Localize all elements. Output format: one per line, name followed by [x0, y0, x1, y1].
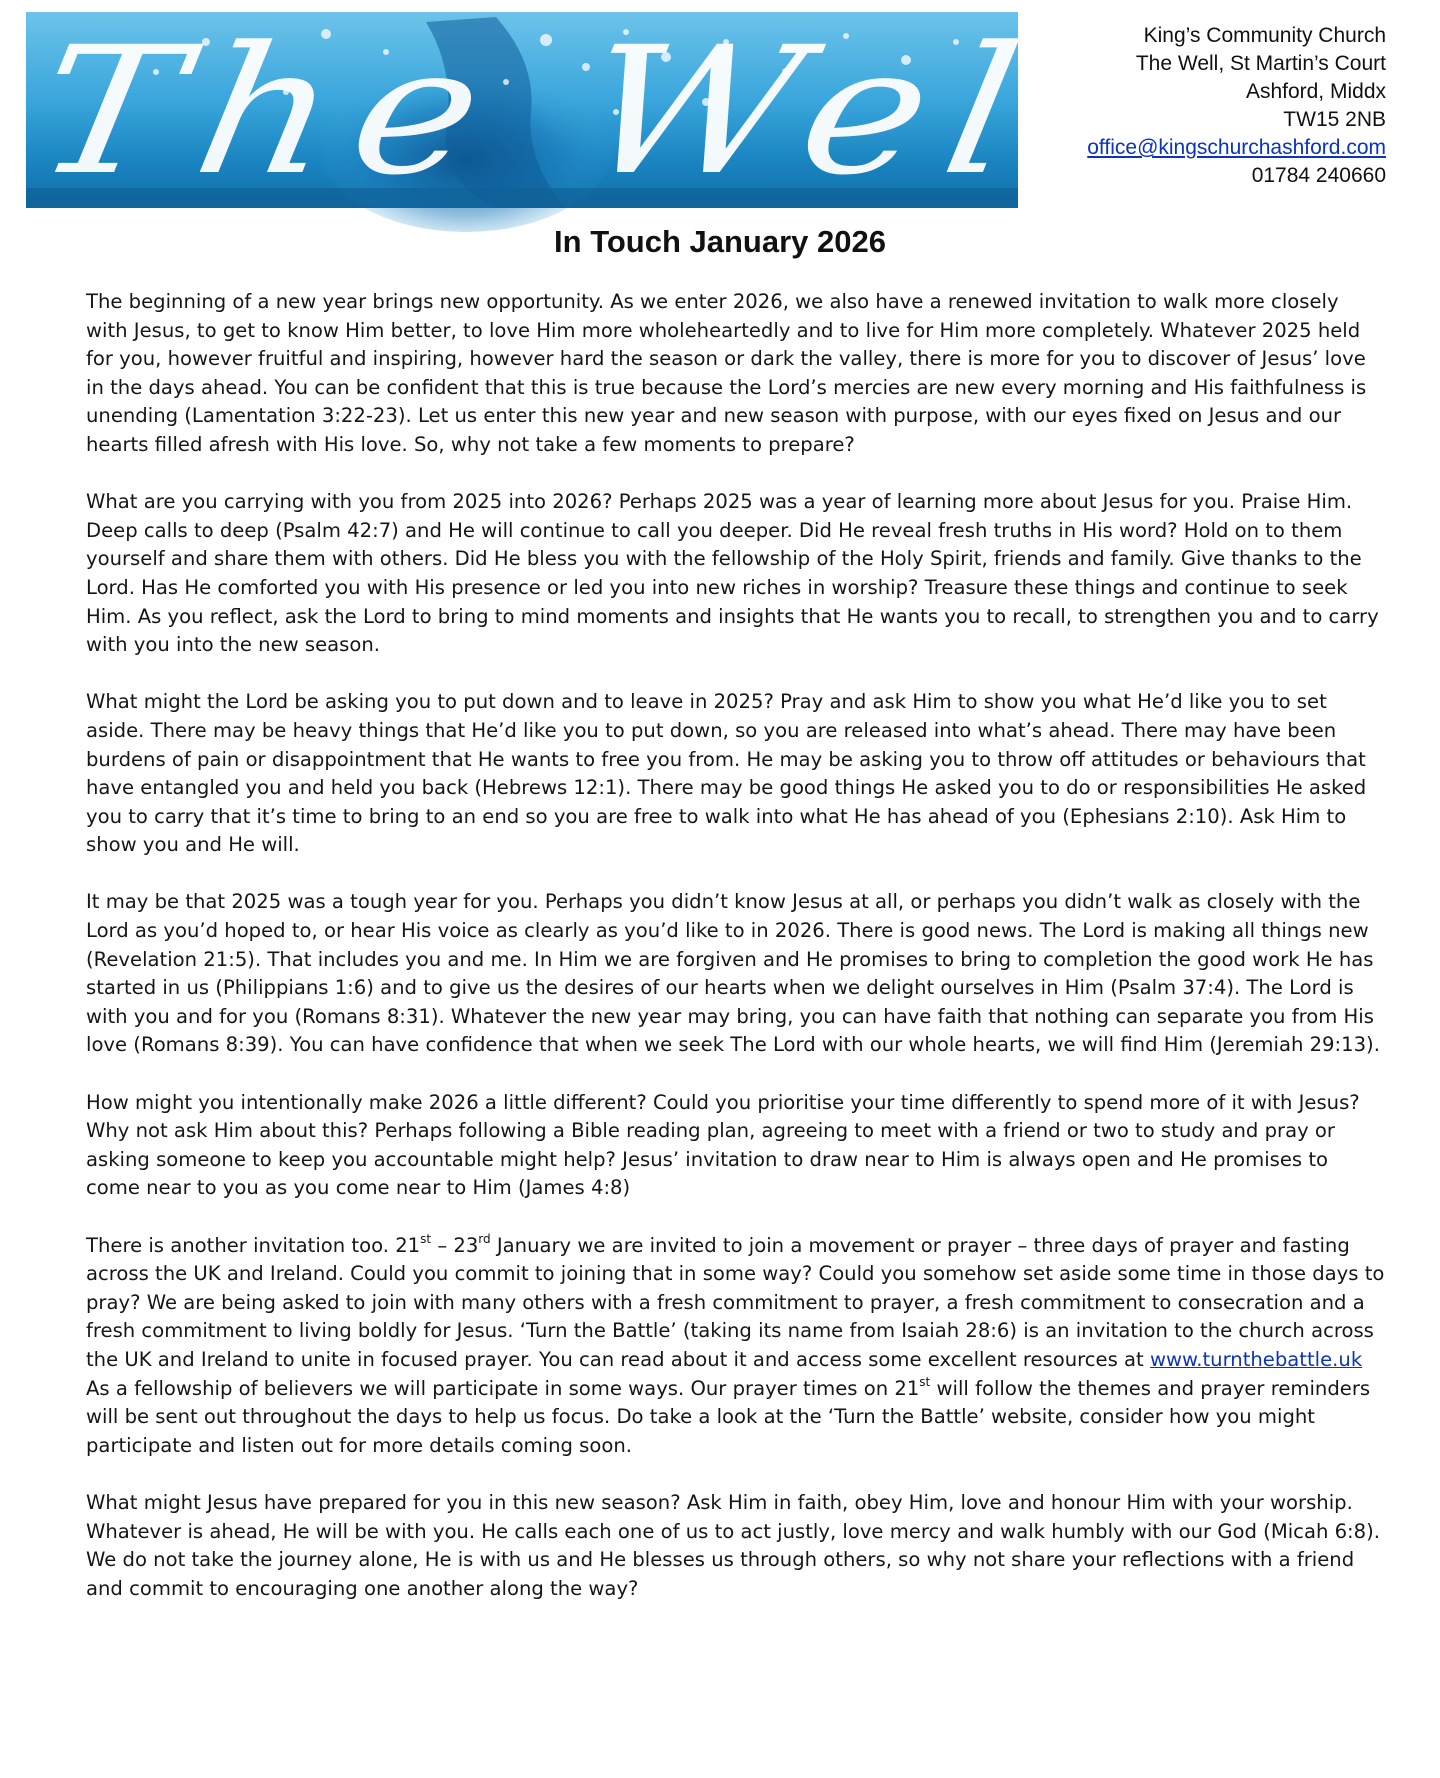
church-postcode: TW15 2NB [1283, 108, 1386, 131]
paragraph-6 [86, 1232, 1386, 1461]
paragraph-5: How might you intentionally make 2026 a little different? Could you prioritise your time differently to spend more of it with Jesus? Why not ask Him about this? Perhaps following a Bible reading plan, agreeing to meet with a friend or two to study and pray or asking someone to keep you accountable might help? Jesus’ invitation to draw near to Him is always open and He promises to come near to you as you come near to Him (James 4:8) [86, 1090, 1360, 1200]
page-title: In Touch January 2026 [554, 224, 886, 259]
p6-sup-st: st [420, 1232, 432, 1247]
church-venue: The Well, St Martin’s Court [1135, 52, 1386, 75]
header-banner [22, 9, 1143, 214]
church-address [1087, 22, 1386, 190]
paragraph-3: What might the Lord be asking you to put down and to leave in 2025? Pray and ask Him to show you what He’d like you to set aside. There may be heavy things that He’d like you to put down, so you are released into what’s ahead. There may have been burdens of pain or disappointment that He wants to free you from. He may be asking you to throw off attitudes or behaviours that have entangled you and held you back (Hebrews 12:1). There may be good things He asked you to do or responsibilities He asked you to carry that it’s time to bring to an end so you are free to walk into what He has ahead of you (Ephesians 2:10). Ask Him to show you and He will. [86, 690, 1367, 857]
article-body [86, 288, 1386, 1632]
p6-text-e: will follow the themes and prayer reminders will be sent out throughout the days to help us focus. Do take a look at the ‘Turn the Battle’ website, consider how you might participate and listen out for more details coming soon. [86, 1376, 1371, 1457]
p6-text-a: There is another invitation too. 21 [86, 1233, 421, 1257]
p6-text-c: January we are invited to join a movement or prayer – three days of prayer and fasting across the UK and Ireland. Could you commit to joining that in some way? Could you somehow set aside some time in those days to pray? We are being asked to join with many others with a fresh commitment to prayer, a fresh commitment to consecration and a fresh commitment to living boldly for Jesus. ‘Turn the Battle’ (taking its name from Isaiah 28:6) is an invitation to the church across the UK and Ireland to unite in focused prayer. You can read about it and access some excellent resources at [86, 1233, 1385, 1371]
church-phone: 01784 240660 [1251, 164, 1386, 187]
banner-title: The Well [22, 9, 1143, 214]
paragraph-4: It may be that 2025 was a tough year for you. Perhaps you didn’t know Jesus at all, or perhaps you didn’t walk as closely with the Lord as you’d hoped to, or hear His voice as clearly as you’d like to in 2026. There is good news. The Lord is making all things new (Revelation 21:5). That includes you and me. In Him we are forgiven and He promises to bring to completion the good work He has started in us (Philippians 1:6) and to give us the desires of our hearts when we delight ourselves in Him (Psalm 37:4). The Lord is with you and for you (Romans 8:31). Whatever the new year may bring, you can have faith that nothing can separate you from His love (Romans 8:39). You can have confidence that when we seek The Lord with our whole hearts, we will find Him (Jeremiah 29:13). [86, 890, 1380, 1057]
turnthebattle-link[interactable]: www.turnthebattle.uk [1149, 1347, 1363, 1371]
p6-sup-st-2: st [919, 1375, 931, 1390]
paragraph-2: What are you carrying with you from 2025 into 2026? Perhaps 2025 was a year of learning more about Jesus for you. Praise Him. Deep calls to deep (Psalm 42:7) and He will continue to call you deeper. Did He reveal fresh truths in His word? Hold on to them yourself and share them with others. Did He bless you with the fellowship of the Holy Spirit, friends and family. Give thanks to the Lord. Has He comforted you with His presence or led you into new riches in worship? Treasure these things and continue to seek Him. As you reflect, ask the Lord to bring to mind moments and insights that He wants you to recall, to strengthen you and to carry with you into the new season. [86, 490, 1379, 657]
paragraph-1: The beginning of a new year brings new opportunity. As we enter 2026, we also have a renewed invitation to walk more closely with Jesus, to get to know Him better, to love Him more wholeheartedly and to live for Him more completely. Whatever 2025 held for you, however fruitful and inspiring, however hard the season or dark the valley, there is more for you to discover of Jesus’ love in the days ahead. You can be confident that this is true because the Lord’s mercies are new every morning and His faithfulness is unending (Lamentation 3:22-23). Let us enter this new year and new season with purpose, with our eyes fixed on Jesus and our hearts filled afresh with His love. So, why not take a few moments to prepare? [86, 290, 1367, 456]
paragraph-7: What might Jesus have prepared for you in this new season? Ask Him in faith, obey Him, love and honour Him with your worship. Whatever is ahead, He will be with you. He calls each one of us to act justly, love mercy and walk humbly with our God (Micah 6:8). We do not take the journey alone, He is with us and He blesses us through others, so why not share your reflections with a friend and commit to encouraging one another along the way? [86, 1490, 1381, 1600]
church-name: King’s Community Church [1143, 24, 1386, 47]
p6-text-b: – 23 [431, 1233, 479, 1257]
email-link[interactable]: office@kingschurchashford.com [1087, 136, 1386, 159]
p6-sup-rd: rd [478, 1232, 491, 1247]
church-town: Ashford, Middx [1245, 80, 1386, 103]
p6-text-d: As a fellowship of believers we will participate in some ways. Our prayer times on 21 [86, 1376, 920, 1400]
